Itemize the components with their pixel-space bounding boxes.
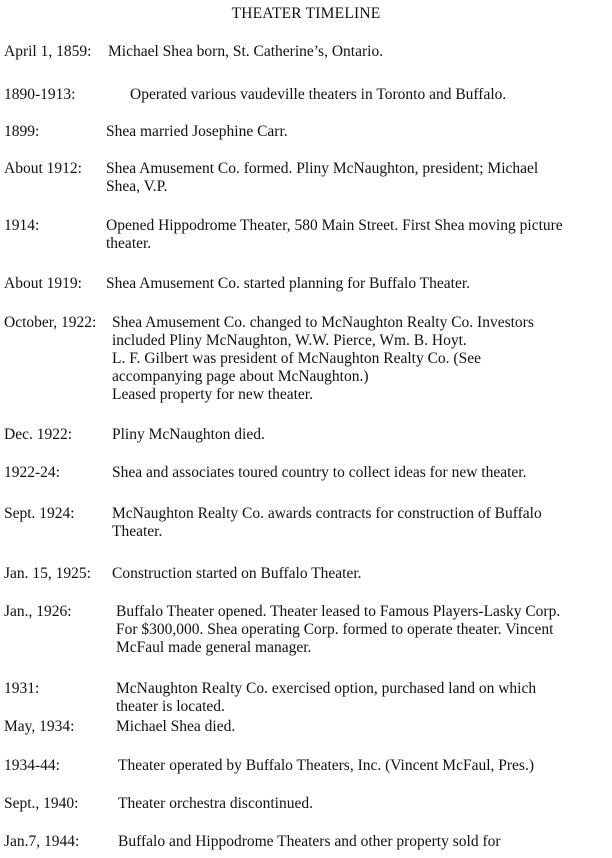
entry-date: Sept. 1924:: [4, 505, 75, 522]
entry-text-line: Pliny McNaughton died.: [112, 426, 265, 443]
entry-date: 1914:: [4, 217, 40, 234]
entry-text-line: included Pliny McNaughton, W.W. Pierce, Wm. B. Hoyt.: [112, 332, 467, 349]
entry-text-line: McFaul made general manager.: [116, 639, 312, 656]
entry-date: Sept., 1940:: [4, 795, 79, 812]
page-title: THEATER TIMELINE: [231, 5, 381, 22]
entry-date: Jan.7, 1944:: [4, 833, 80, 850]
entry-text-line: Operated various vaudeville theaters in Toronto and Buffalo.: [130, 86, 507, 103]
entry-text-line: accompanying page about McNaughton.): [112, 368, 369, 385]
entry-date: May, 1934:: [4, 718, 75, 735]
entry-text-line: McNaughton Realty Co. exercised option, purchased land on which: [116, 680, 537, 697]
entry-text-line: Shea Amusement Co. changed to McNaughton Realty Co. Investors: [112, 314, 534, 331]
entry-date: October, 1922:: [4, 314, 97, 331]
entry-text-line: Leased property for new theater.: [112, 386, 313, 403]
entry-date: 1934-44:: [4, 757, 60, 774]
entry-text-line: theater is located.: [116, 698, 225, 715]
entry-text-line: Theater.: [112, 523, 163, 540]
entry-date: 1899:: [4, 123, 40, 140]
entry-text-line: Buffalo and Hippodrome Theaters and other property sold for: [118, 833, 501, 850]
entry-date: About 1912:: [4, 160, 82, 177]
entry-text-line: Shea married Josephine Carr.: [106, 123, 288, 140]
entry-text-line: Opened Hippodrome Theater, 580 Main Street. First Shea moving picture: [106, 217, 563, 234]
entry-text-line: For $300,000. Shea operating Corp. formed to operate theater. Vincent: [116, 621, 554, 638]
entry-date: 1890-1913:: [4, 86, 76, 103]
entry-date: 1931:: [4, 680, 40, 697]
entry-text-line: Michael Shea born, St. Catherine’s, Ontario.: [108, 43, 384, 60]
entry-text-line: L. F. Gilbert was president of McNaughton Realty Co. (See: [112, 350, 481, 367]
entry-text-line: Construction started on Buffalo Theater.: [112, 565, 362, 582]
entry-date: April 1, 1859:: [4, 43, 92, 60]
entry-text-line: McNaughton Realty Co. awards contracts for construction of Buffalo: [112, 505, 542, 522]
entry-text-line: theater.: [106, 235, 152, 252]
entry-text-line: Shea and associates toured country to collect ideas for new theater.: [112, 464, 527, 481]
entry-text-line: Shea Amusement Co. formed. Pliny McNaughton, president; Michael: [106, 160, 539, 177]
entry-date: Jan. 15, 1925:: [4, 565, 91, 582]
entry-text-line: Theater operated by Buffalo Theaters, Inc. (Vincent McFaul, Pres.): [118, 757, 534, 774]
entry-text-line: Buffalo Theater opened. Theater leased to Famous Players-Lasky Corp.: [116, 603, 561, 620]
entry-date: Jan., 1926:: [4, 603, 72, 620]
entry-date: Dec. 1922:: [4, 426, 73, 443]
entry-text-line: Michael Shea died.: [116, 718, 236, 735]
entry-date: About 1919:: [4, 275, 82, 292]
entry-text-line: Shea, V.P.: [106, 178, 168, 195]
entry-text-line: Shea Amusement Co. started planning for Buffalo Theater.: [106, 275, 471, 292]
entry-date: 1922-24:: [4, 464, 60, 481]
entry-text-line: Theater orchestra discontinued.: [118, 795, 313, 812]
